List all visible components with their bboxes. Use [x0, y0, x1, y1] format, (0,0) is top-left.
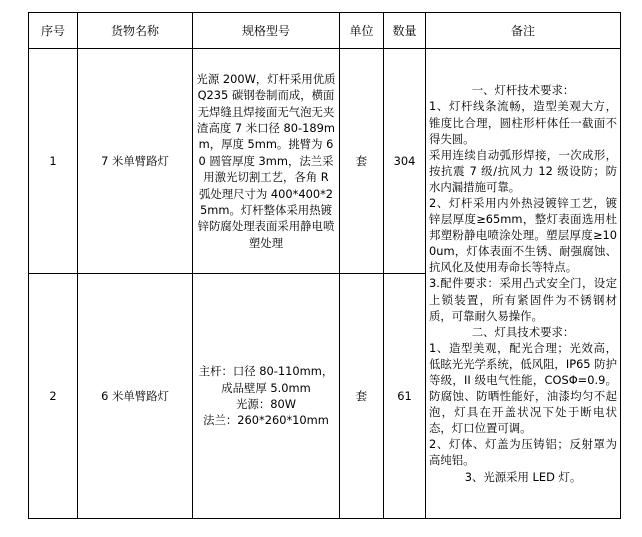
row-name: 6 米单臂路灯 — [78, 274, 193, 519]
row-unit: 套 — [340, 49, 384, 274]
notes-line: 二、灯具技术要求： — [471, 324, 575, 339]
row-qty: 304 — [384, 49, 426, 274]
row-name: 7 米单臂路灯 — [78, 49, 193, 274]
header-notes: 备注 — [426, 13, 621, 49]
row-qty: 61 — [384, 274, 426, 519]
spec-line: 法兰：260*260*10mm — [203, 413, 329, 428]
notes-line: 3、光源采用 LED 灯。 — [464, 469, 582, 484]
row-spec: 光源 200W，灯杆采用优质 Q235 碳钢卷制而成，横面无焊缝且焊接面无气泡无夹渣高度 7 米口径 80-189mm，厚度 5mm。挑臂为 60 圆管厚度 3mm，法兰采用激光切割工艺，各角 R 弧处理尺寸为 400*400*25mm。灯杆整体采用热镀锌防腐处理表面采用静电喷塑处理 — [193, 49, 340, 274]
notes-line: 2、灯杆采用内外热浸镀锌工艺，镀锌层厚度≥65mm，整灯表面选用杜邦塑粉静电喷涂处理。塑层厚度≥100um，灯体表面不生锈、耐强腐蚀、抗风化及使用寿命长等特点。 — [429, 195, 617, 275]
notes-line: 1、灯杆线条流畅，造型美观大方，锥度比合理，圆柱形杆体任一截面不得失圆。 — [429, 99, 617, 146]
notes-line: 3.配件要求：采用凸式安全门，设定上锁装置，所有紧固件为不锈钢材质，可靠耐久易操作。 — [429, 276, 617, 323]
row-spec — [193, 274, 340, 519]
row-index: 2 — [29, 274, 78, 519]
header-unit: 单位 — [340, 13, 384, 49]
notes-line: 一、灯杆技术要求： — [471, 83, 575, 98]
spec-line: 主杆：口径 80-110mm， — [198, 364, 334, 379]
row-index: 1 — [29, 49, 78, 274]
header-spec: 规格型号 — [193, 13, 340, 49]
notes-cell — [426, 49, 621, 519]
spec-line: 成品壁厚 5.0mm — [221, 380, 311, 395]
row-unit: 套 — [340, 274, 384, 519]
header-name: 货物名称 — [78, 13, 193, 49]
header-index: 序号 — [29, 13, 78, 49]
spec-table — [28, 12, 621, 519]
spec-line: 光源：80W — [236, 397, 296, 411]
header-row — [29, 13, 621, 49]
notes-line: 采用连续自动弧形焊接，一次成形，按抗震 7 级/抗风力 12 级设防；防水内漏措施可靠。 — [429, 147, 617, 194]
notes-line: 2、灯体、灯盖为压铸铝；反射罩为高纯铝。 — [429, 437, 617, 468]
table-row — [29, 49, 621, 274]
notes-line: 1、造型美观，配光合理；光效高，低眩光光学系统，低风阻，IP65 防护等级，II 级电气性能，COSΦ=0.9。防腐蚀、防晒性能好，油漆均匀不起泡，灯具在开盖状况下处于断电状态，灯口位置可调。 — [429, 340, 617, 436]
header-qty: 数量 — [384, 13, 426, 49]
